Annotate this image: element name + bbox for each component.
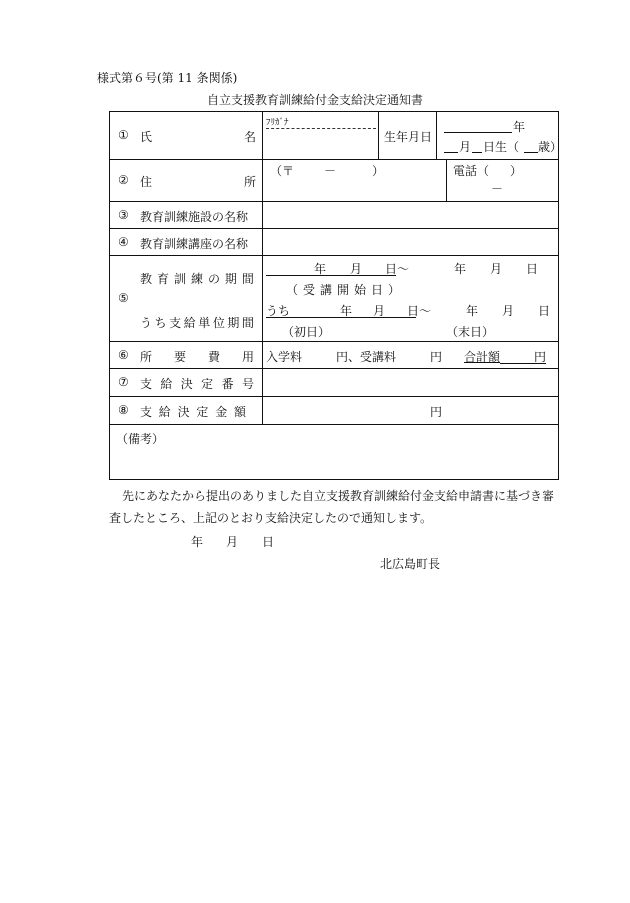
- address-label-b: 所: [244, 175, 257, 189]
- birth-day-unit: 日生（: [483, 140, 520, 154]
- row-number: ③: [118, 208, 129, 222]
- phone-close: ）: [510, 164, 523, 178]
- row-number: ⑧: [118, 403, 129, 417]
- birth-year-line: [444, 132, 512, 133]
- birth-year-unit: 年: [513, 120, 526, 134]
- period-month: 月: [350, 262, 363, 276]
- decision-amount-label: 支 給 決 定 金 額: [140, 405, 246, 419]
- row-divider: [110, 424, 558, 425]
- name-label-a: 氏: [140, 130, 153, 144]
- decision-number-label: 支 給 決 定 番 号: [140, 377, 254, 391]
- notice-date-year: 年: [191, 535, 204, 549]
- cost-label: 所 要 費 用: [140, 350, 254, 364]
- document-title: 自立支援教育訓練給付金支給決定通知書: [206, 93, 423, 107]
- unit-tilde: ～: [419, 304, 432, 318]
- age-line: [524, 152, 538, 153]
- name-label-b: 名: [244, 130, 257, 144]
- address-label-a: 住: [140, 175, 153, 189]
- period-end-year: 年: [454, 262, 467, 276]
- remarks-field[interactable]: [114, 446, 554, 476]
- unit-year: 年: [340, 304, 353, 318]
- postal-open: （〒: [270, 164, 295, 178]
- signer: 北広島町長: [380, 557, 441, 571]
- row-number: ⑥: [118, 348, 129, 362]
- period-start-line: [266, 275, 396, 276]
- course-label: 教育訓練講座の名称: [140, 237, 249, 251]
- row-divider: [110, 201, 558, 202]
- row-divider: [110, 159, 558, 160]
- uchi-label: うち: [266, 304, 291, 318]
- phone-divider: [446, 159, 447, 201]
- form-number: 様式第６号(第 11 条関係): [97, 71, 238, 85]
- total-label: 合計額: [464, 350, 501, 364]
- tuition-yen-label: 円: [430, 350, 443, 364]
- period-end-day: 日: [526, 262, 539, 276]
- notice-text: 先にあなたから提出のありました自立支援教育訓練給付金支給申請書に基づき審査したところ、上記のとおり支給決定したので通知します。: [109, 489, 555, 525]
- period-label-1: 教 育 訓 練 の 期 間: [140, 272, 254, 286]
- facility-field[interactable]: [266, 204, 556, 226]
- age-unit: 歳）: [538, 140, 563, 154]
- notice-date-day: 日: [262, 535, 275, 549]
- row-number: ①: [118, 128, 129, 142]
- phone-dash: －: [491, 182, 504, 196]
- row-divider: [110, 228, 558, 229]
- total-yen-label: 円: [534, 350, 547, 364]
- birth-month-line: [444, 152, 458, 153]
- birth-label: 生年月日: [384, 130, 433, 144]
- name-field[interactable]: [266, 130, 376, 156]
- period-day: 日: [385, 262, 398, 276]
- row-number: ④: [118, 235, 129, 249]
- first-day-note: （初日）: [282, 325, 331, 339]
- row-number: ⑤: [118, 291, 129, 305]
- postal-close: ）: [372, 164, 385, 178]
- furigana-label: ﾌﾘｶﾞﾅ: [266, 118, 289, 128]
- form-table: [109, 111, 563, 480]
- course-field[interactable]: [266, 231, 556, 253]
- amount-yen-label: 円: [430, 405, 443, 419]
- row-number: ⑦: [118, 375, 129, 389]
- row-divider: [110, 368, 558, 369]
- period-tilde: ～: [397, 262, 410, 276]
- entrance-fee-label: 入学料: [266, 350, 303, 364]
- row-number: ②: [118, 173, 129, 187]
- phone-label: 電話（: [453, 164, 490, 178]
- course-start-note: （受講開始日）: [286, 283, 406, 297]
- unit-end-year: 年: [466, 304, 479, 318]
- notice-date-month: 月: [226, 535, 239, 549]
- birth-month-unit: 月: [459, 140, 472, 154]
- unit-end-month: 月: [502, 304, 515, 318]
- furigana-line: [266, 128, 376, 129]
- facility-label: 教育訓練施設の名称: [140, 210, 249, 224]
- entrance-yen-label: 円、受講料: [336, 350, 397, 364]
- unit-month: 月: [373, 304, 386, 318]
- birth-label-left-divider: [378, 112, 379, 159]
- remarks-label: （備考）: [116, 432, 165, 446]
- period-year: 年: [314, 262, 327, 276]
- unit-end-day: 日: [538, 304, 551, 318]
- period-label-2: う ち 支 給 単 位 期 間: [140, 316, 254, 330]
- decision-number-field[interactable]: [266, 371, 556, 393]
- birth-label-right-divider: [436, 112, 437, 159]
- row-divider: [110, 255, 558, 256]
- row-divider: [110, 396, 558, 397]
- period-end-month: 月: [490, 262, 503, 276]
- unit-day: 日: [407, 304, 420, 318]
- postal-dash: －: [324, 164, 337, 178]
- birth-day-line: [472, 152, 482, 153]
- row-divider: [110, 341, 558, 342]
- last-day-note: （末日）: [446, 325, 495, 339]
